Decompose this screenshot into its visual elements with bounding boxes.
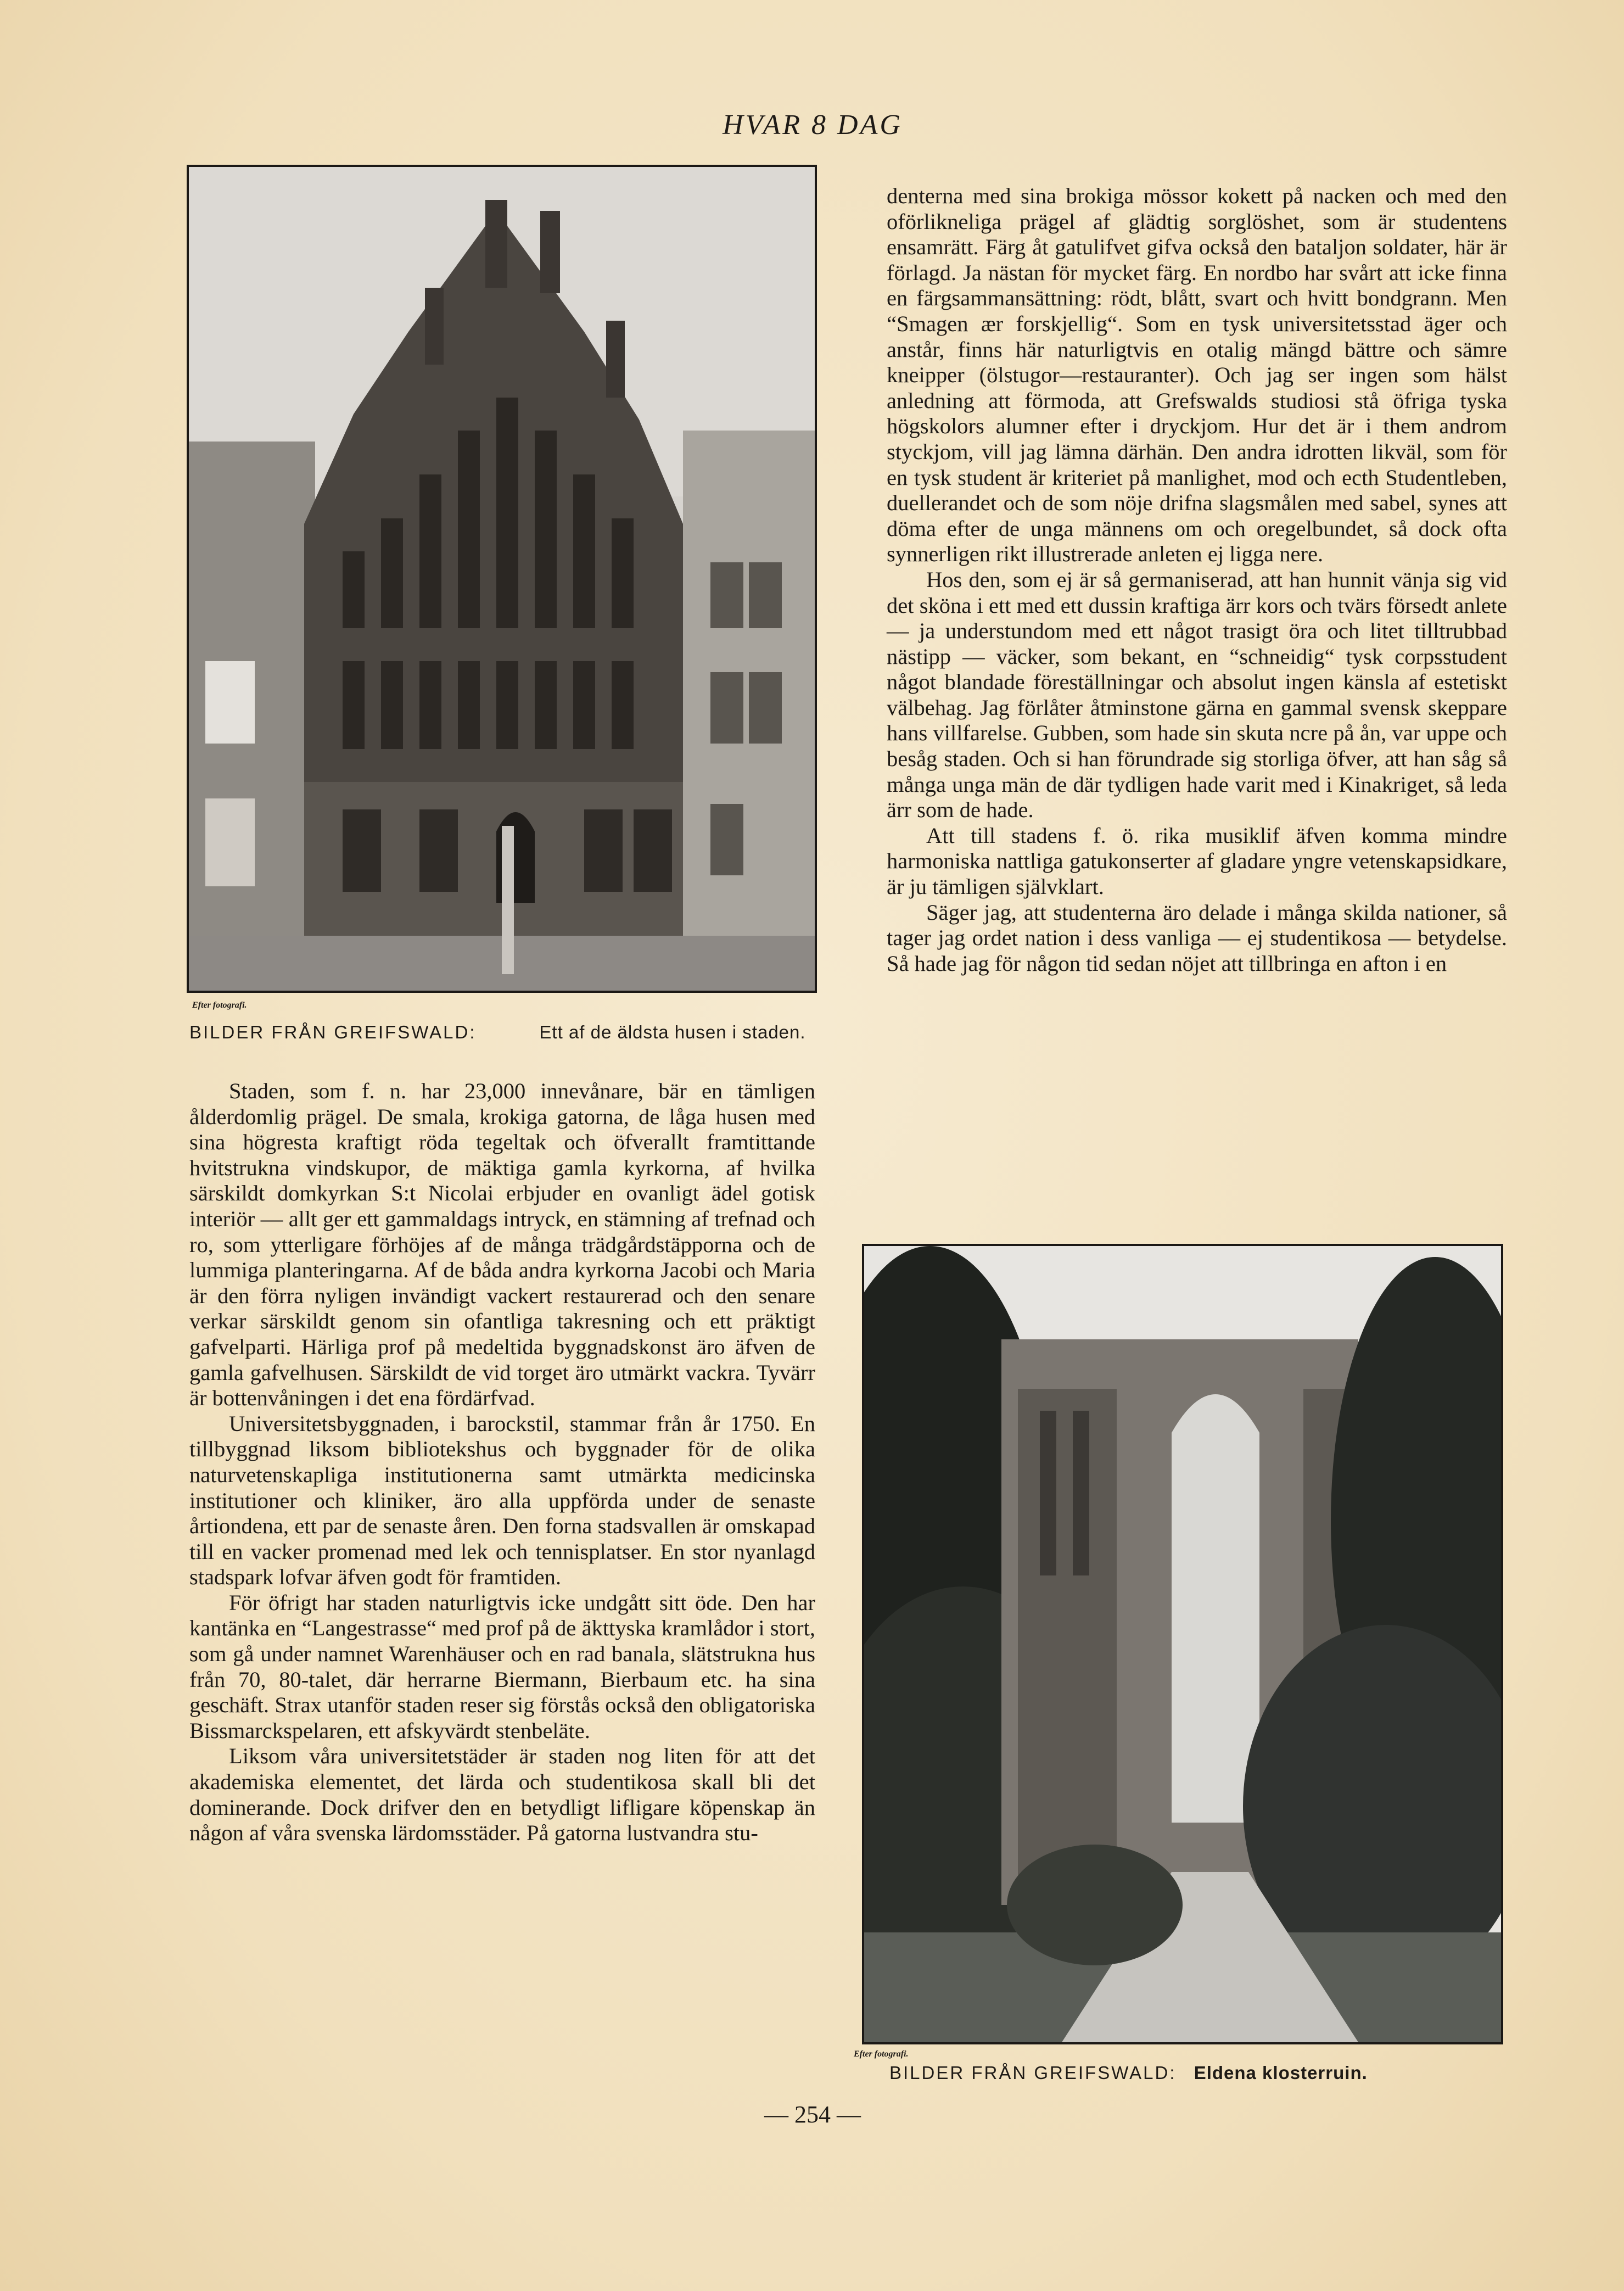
- figure1-credit: Efter fotografi.: [192, 1001, 247, 1010]
- left-paragraph-1: Staden, som f. n. har 23,000 innevånare, bär en tämligen ålderdomlig prägel. De smala, krokiga gatorna, de låga husen med sina högresta kraftigt röda tegeltak och öfverallt framtittande hvitstrukna vindskupor, de mäktiga gamla kyrkorna, af hvilka särskildt domkyrkan S:t Nicolai erbjuder en ovanligt ädel gotisk interiör — allt ger ett gammaldags intryck, en stämning af trefnad och ro, som ytterligare förhöjes af de många trädgårdstäpporna och de lummiga planteringarna. Af de båda andra kyrkorna Jacobi och Maria är den förra nyligen invändigt vackert restaurerad och den senare verkar särskildt genom sin ofantliga takresning och ett präktigt gafvelparti. Härliga prof på medeltida byggnadskonst äro äfven de gamla gafvelhusen. Särskildt de vid torget äro utmärkt vackra. Tyvärr är bottenvåningen i det ena fördärfvad.: [189, 1079, 815, 1411]
- left-paragraph-4: Liksom våra universitetstäder är staden nog liten för att det akademiska elementet, det lärda och studentikosa skall bli det dominerande. Dock drifver den en betydligt lifligare köpenskap än någon af våra svenska lärdomsstäder. På gatorna lustvandra stu-: [189, 1744, 815, 1846]
- figure2-caption-label: BILDER FRÅN GREIFSWALD:: [889, 2063, 1177, 2083]
- right-text-column: [887, 183, 1507, 976]
- figure1-caption-text: Ett af de äldsta husen i staden.: [539, 1022, 806, 1042]
- figure2-credit: Efter fotografi.: [854, 2049, 909, 2059]
- right-paragraph-2: Hos den, som ej är så germaniserad, att han hunnit vänja sig vid det sköna i ett med ett dussin kraftiga ärr kors och tvärs försedt anlete — ja understundom med ett något trasigt öra och litet tilltrubbad nästipp — väcker, som bekant, en “schneidig“ tysk corpsstudent något blandade föreställningar och absolut ingen känsla af estetiskt välbehag. Jag förlåter åtminstone gärna en gammal svensk skeppare hans villfarelse. Gubben, som hade sin skuta ncre på ån, var uppe och besåg staden. Och si han förundrade sig storliga öfver, att han såg så många unga män de där tydligen hade varit med i Kinakriget, så leda ärr som de hade.: [887, 567, 1507, 823]
- left-text-column: [189, 1079, 815, 1846]
- figure2-caption: [889, 2062, 1493, 2084]
- left-paragraph-2: Universitetsbyggnaden, i barockstil, stammar från år 1750. En tillbyggnad liksom bibliotekshus och byggnader för de olika naturvetenskapliga institutionerna samt utmärkta medicinska institutioner och kliniker, äro alla uppförda under de senaste årtiondena, ett par de senaste åren. Den forna stadsvallen är omskapad till en vacker promenad med lek och tennisplatser. En stor nyanlagd stadspark lofvar äfven godt för framtiden.: [189, 1411, 815, 1590]
- page-header: HVAR 8 DAG: [723, 109, 903, 141]
- left-paragraph-3: För öfrigt har staden naturligtvis icke undgått sitt öde. Den har kantänka en “Langestrasse“ med prof på de äkttyska kramlådor i stort, som gå under namnet Warenhäuser och en rad banala, slätstrukna hus från 70, 80-talet, där herrarne Biermann, Bierbaum etc. ha sina geschäft. Strax utanför staden reser sig förstås också den obligatoriska Bissmarckspelaren, ett afskyvärdt stenbeläte.: [189, 1590, 815, 1743]
- right-paragraph-3: Att till stadens f. ö. rika musiklif äfven komma mindre harmoniska nattliga gatukonserter af gladare yngre vetenskapsidkare, är ju tämligen självklart.: [887, 823, 1507, 899]
- figure1-caption-label: BILDER FRÅN GREIFSWALD:: [189, 1022, 477, 1042]
- photo-eldena-ruins: [862, 1244, 1503, 2044]
- page-number: — 254 —: [764, 2101, 861, 2128]
- figure2-caption-text: Eldena klosterruin.: [1194, 2063, 1368, 2083]
- photo-gothic-house: [187, 165, 817, 993]
- right-paragraph-4: Säger jag, att studenterna äro delade i många skilda nationer, så tager jag ordet nation i dess vanliga — ej studentikosa — betydelse. Så hade jag för någon tid sedan nöjet att tillbringa en afton i en: [887, 899, 1507, 976]
- figure1-caption: [189, 1021, 815, 1043]
- right-paragraph-1: denterna med sina brokiga mössor kokett på nacken och med den oförlikneliga prägel af glädtig sorglöshet, som är studentens ensamrätt. Färg åt gatulifvet gifva också den bataljon soldater, här är förlagd. Ja nästan för mycket färg. En nordbo har svårt att icke finna en färgsammansättning: rödt, blått, svart och hvitt bondgrann. Men “Smagen ær forskjellig“. Som en tysk universitetsstad äger och anstår, finns här naturligtvis en otalig mängd bättre och sämre kneipper (ölstugor—restauranter). Och jag ser ingen som hälst anledning att förmoda, att Grefswalds studiosi stå öfriga tyska högskolors alumner efter i dryckjom. Hur det är i them androm styckjom, vill jag lämna därhän. Den andra idrotten likväl, som för en tysk student är kriteriet på manlighet, mod och ecth Studentleben, duellerandet och de som nöje drifna slagsmålen med sabel, synes att döma efter de unga männens om och oregelbundet, så dock ofta synnerligen rikt illustrerade anleten ej ligga nere.: [887, 183, 1507, 567]
